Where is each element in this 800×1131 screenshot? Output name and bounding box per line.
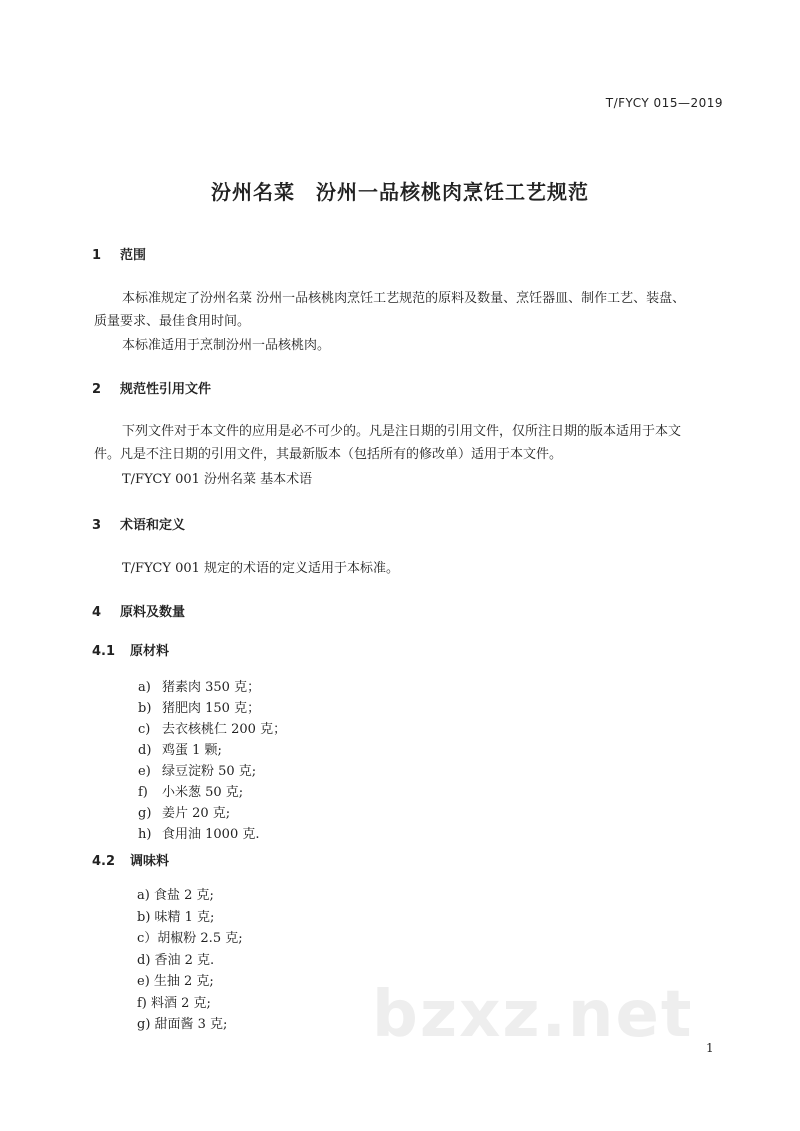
section-1-para-1-line-1: 本标准规定了汾州名菜 汾州一品核桃肉烹饪工艺规范的原料及数量、烹饪器皿、制作工艺、装盘、 (122, 291, 686, 306)
subsection-title: 调味料 (130, 854, 170, 869)
list-item: g) 甜面酱 3 克; (137, 1017, 228, 1032)
section-title: 术语和定义 (120, 518, 186, 533)
list-text: 食用油 1000 克. (162, 827, 260, 842)
section-3-para: T/FYCY 001 规定的术语的定义适用于本标准。 (122, 561, 400, 576)
list-text: 姜片 20 克; (162, 806, 231, 821)
section-2-heading (92, 378, 211, 397)
list-label: d) (138, 743, 152, 758)
list-item: a) 食盐 2 克; (137, 888, 214, 903)
list-label: b) (138, 701, 152, 716)
raw-materials-list (138, 676, 286, 844)
section-3-heading (92, 514, 185, 533)
section-number: 4 (92, 605, 102, 620)
subsection-title: 原材料 (130, 644, 170, 659)
list-item: d) 香油 2 克. (137, 952, 215, 968)
list-item (138, 802, 286, 823)
section-title: 规范性引用文件 (120, 382, 212, 397)
list-item (138, 697, 286, 718)
list-item: e) 生抽 2 克; (137, 974, 214, 989)
document-title: 汾州名菜 汾州一品核桃肉烹饪工艺规范 (211, 180, 589, 204)
list-label: g) (138, 806, 152, 821)
list-item: b) 味精 1 克; (137, 909, 215, 925)
section-title: 范围 (120, 248, 147, 263)
normative-reference: T/FYCY 001 汾州名菜 基本术语 (122, 472, 313, 487)
subsection-number: 4.2 (92, 854, 116, 869)
section-number: 1 (92, 248, 102, 263)
section-2-para-1-line-2: 件。凡是不注日期的引用文件，其最新版本（包括所有的修改单）适用于本文件。 (94, 447, 563, 462)
list-label: c) (138, 722, 151, 737)
watermark: bzxz.net (372, 978, 694, 1052)
list-label: e) (138, 764, 151, 779)
subsection-number: 4.1 (92, 644, 116, 659)
list-item (138, 760, 286, 781)
subsection-4-1-heading (92, 640, 169, 659)
list-item: c）胡椒粉 2.5 克; (137, 931, 243, 946)
section-1-heading (92, 244, 146, 263)
list-text: 绿豆淀粉 50 克; (162, 764, 257, 779)
list-label: f) (138, 785, 148, 800)
list-item (138, 718, 286, 739)
list-item: f) 料酒 2 克; (137, 995, 211, 1011)
list-text: 猪肥肉 150 克； (162, 701, 261, 716)
list-text: 鸡蛋 1 颗; (162, 743, 222, 758)
section-1-para-1-line-2: 质量要求、最佳食用时间。 (94, 314, 251, 329)
section-number: 2 (92, 382, 102, 397)
section-2-para-1-line-1: 下列文件对于本文件的应用是必不可少的。凡是注日期的引用文件，仅所注日期的版本适用于本文 (122, 424, 682, 439)
list-text: 去衣核桃仁 200 克； (162, 722, 287, 737)
subsection-4-2-heading (92, 850, 169, 869)
standard-number: T/FYCY 015—2019 (605, 96, 723, 110)
list-label: h) (138, 827, 152, 842)
list-item (138, 781, 286, 802)
list-text: 猪素肉 350 克； (162, 680, 261, 695)
list-item (138, 739, 286, 760)
section-title: 原料及数量 (120, 605, 186, 620)
section-4-heading (92, 601, 185, 620)
page-number: 1 (706, 1041, 714, 1055)
list-item (138, 823, 286, 844)
seasonings-list (137, 884, 243, 1035)
section-1-para-2: 本标准适用于烹制汾州一品核桃肉。 (122, 338, 331, 353)
list-label: a) (138, 680, 151, 695)
list-text: 小米葱 50 克; (162, 785, 244, 800)
list-item (138, 676, 286, 697)
section-number: 3 (92, 518, 102, 533)
